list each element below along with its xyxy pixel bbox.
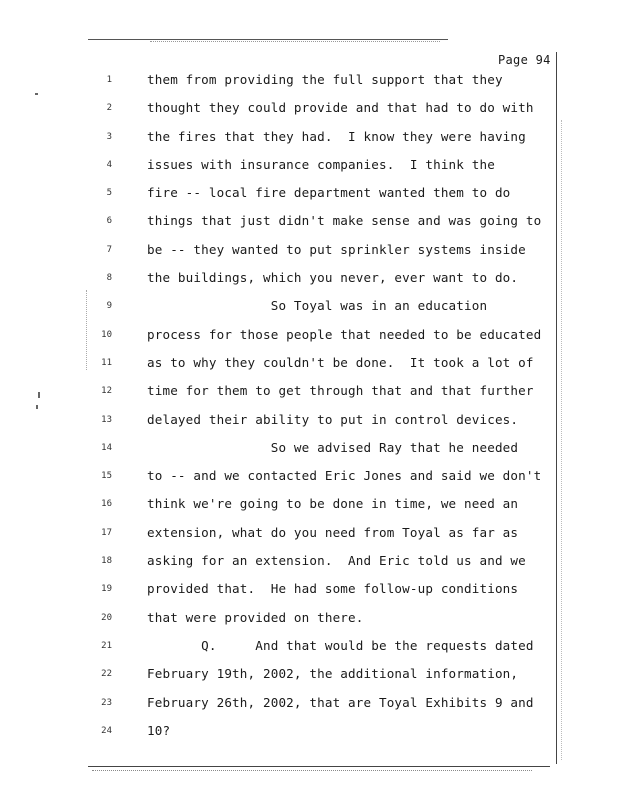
transcript-lines: [0, 72, 618, 751]
line-number: 20: [101, 612, 112, 623]
transcript-line: [0, 468, 618, 496]
transcript-line: [0, 242, 618, 270]
line-number: 14: [101, 442, 112, 453]
transcript-line: [0, 185, 618, 213]
line-text: the buildings, which you never, ever want to do.: [147, 270, 519, 286]
transcript-line: [0, 412, 618, 440]
transcript-line: [0, 129, 618, 157]
line-text: as to why they couldn't be done. It took a lot of: [147, 354, 534, 370]
transcript-line: [0, 355, 618, 383]
line-number: 15: [101, 471, 112, 482]
line-number: 11: [101, 357, 112, 368]
line-text: be -- they wanted to put sprinkler systems inside: [147, 241, 526, 257]
transcript-line: [0, 723, 618, 751]
line-number: 6: [106, 216, 112, 227]
line-text: process for those people that needed to be educated: [147, 326, 542, 342]
line-text: So we advised Ray that he needed: [147, 439, 519, 455]
line-text: think we're going to be done in time, we need an: [147, 496, 519, 512]
line-number: 3: [106, 131, 112, 142]
transcript-line: [0, 610, 618, 638]
transcript-line: [0, 440, 618, 468]
transcript-line: [0, 270, 618, 298]
line-text: that were provided on there.: [147, 609, 364, 625]
line-number: 23: [101, 697, 112, 708]
line-text: Q. And that would be the requests dated: [147, 637, 534, 653]
line-number: 1: [106, 75, 112, 85]
line-text: them from providing the full support that they: [147, 72, 503, 87]
line-text: fire -- local fire department wanted them to do: [147, 185, 511, 201]
top-rule-dots: [150, 41, 440, 42]
line-number: 12: [101, 386, 112, 397]
transcript-line: [0, 72, 618, 100]
line-number: 4: [106, 159, 112, 170]
line-text: time for them to get through that and that further: [147, 383, 534, 399]
line-number: 2: [106, 103, 112, 114]
line-text: provided that. He had some follow-up conditions: [147, 581, 519, 597]
line-number: 21: [101, 640, 112, 651]
line-number: 5: [106, 188, 112, 199]
line-text: the fires that they had. I know they were having: [147, 128, 526, 144]
line-number: 19: [101, 584, 112, 595]
transcript-line: [0, 695, 618, 723]
transcript-line: [0, 327, 618, 355]
top-rule: [88, 39, 448, 40]
transcript-line: [0, 213, 618, 241]
line-number: 22: [101, 669, 112, 680]
line-text: February 26th, 2002, that are Toyal Exhibits 9 and: [147, 694, 534, 710]
transcript-line: [0, 157, 618, 185]
transcript-line: [0, 298, 618, 326]
line-number: 8: [106, 273, 112, 284]
line-text: extension, what do you need from Toyal as far as: [147, 524, 519, 540]
line-text: thought they could provide and that had to do with: [147, 100, 534, 116]
line-text: asking for an extension. And Eric told us and we: [147, 553, 526, 569]
line-text: delayed their ability to put in control devices.: [147, 411, 519, 427]
line-number: 17: [101, 527, 112, 538]
transcript-line: [0, 638, 618, 666]
transcript-line: [0, 496, 618, 524]
line-number: 24: [101, 725, 112, 736]
transcript-line: [0, 383, 618, 411]
line-text: February 19th, 2002, the additional information,: [147, 666, 519, 682]
line-number: 18: [101, 556, 112, 567]
line-number: 13: [101, 414, 112, 425]
line-number: 16: [101, 499, 112, 510]
line-text: things that just didn't make sense and was going to: [147, 213, 542, 229]
transcript-line: [0, 581, 618, 609]
line-text: to -- and we contacted Eric Jones and said we don't: [147, 468, 542, 484]
transcript-line: [0, 553, 618, 581]
line-text: issues with insurance companies. I think the: [147, 156, 495, 172]
line-number: 10: [101, 329, 112, 340]
line-text: So Toyal was in an education: [147, 298, 488, 314]
transcript-line: [0, 100, 618, 128]
bottom-rule: [88, 766, 550, 767]
page-number: Page 94: [498, 53, 551, 67]
bottom-rule-dots: [92, 770, 532, 771]
line-number: 9: [106, 301, 112, 312]
transcript-line: [0, 525, 618, 553]
line-text: 10?: [147, 722, 171, 738]
transcript-line: [0, 666, 618, 694]
line-number: 7: [106, 244, 112, 255]
